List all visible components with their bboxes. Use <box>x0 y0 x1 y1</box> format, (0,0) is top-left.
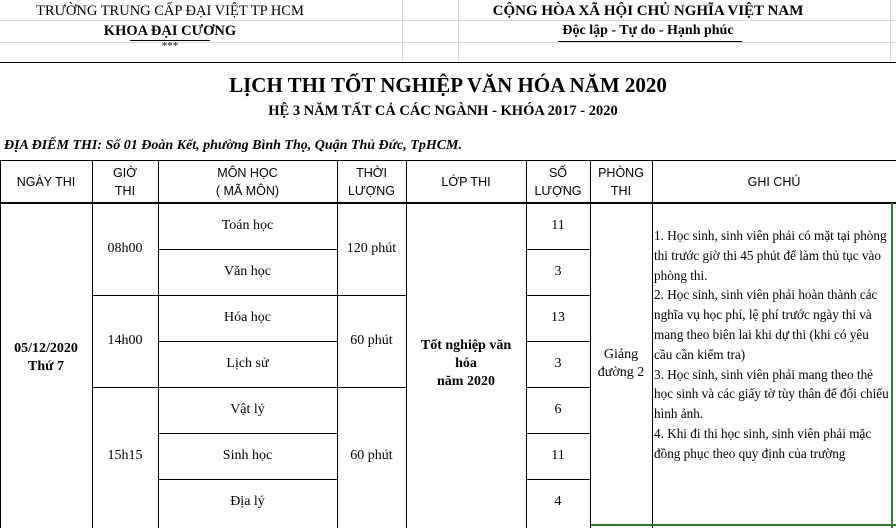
student-count: 4 <box>554 494 562 509</box>
exam-date <box>0 338 92 378</box>
student-count: 13 <box>551 310 565 325</box>
page-subtitle: HỆ 3 NĂM TẤT CẢ CÁC NGÀNH - KHÓA 2017 - 2020 <box>268 103 618 119</box>
page-title: LỊCH THI TỐT NGHIỆP VĂN HÓA NĂM 2020 <box>229 73 667 97</box>
exam-class-line1: Tốt nghiệp văn <box>420 338 512 353</box>
col-header-duration-line1: THỜI <box>356 165 387 180</box>
exam-class-line3: năm 2020 <box>437 374 495 389</box>
session-time: 08h00 <box>107 241 143 256</box>
exam-notes <box>654 226 890 464</box>
department-name: KHOA ĐẠI CƯƠNG <box>103 23 237 39</box>
col-header-count <box>526 161 590 202</box>
session-time: 15h15 <box>107 448 143 463</box>
subject-name: Vật lý <box>230 402 265 417</box>
col-header-duration-line2: LƯỢNG <box>347 183 396 198</box>
col-header-date: NGÀY THI <box>16 174 76 189</box>
col-header-time-line2: THI <box>114 183 136 198</box>
school-name: TRƯỜNG TRUNG CẤP ĐẠI VIỆT TP HCM <box>36 3 304 19</box>
motto-underline <box>558 41 742 42</box>
note-item: 3. Học sinh, sinh viên phải mang theo thẻ học sinh và các giấy tờ tùy thân để đối chiếu hình ảnh. <box>654 366 889 422</box>
exam-location: ĐỊA ĐIỂM THI: Số 01 Đoàn Kết, phường Bình Thọ, Quận Thủ Đức, TpHCM. <box>4 138 463 153</box>
col-header-class: LỚP THI <box>441 174 491 189</box>
subject-name: Văn học <box>223 264 272 279</box>
session-duration: 120 phút <box>346 241 397 256</box>
student-count: 11 <box>551 218 565 233</box>
student-count: 6 <box>554 402 562 417</box>
col-header-room-line2: THI <box>610 183 632 198</box>
col-header-time-line1: GIỜ <box>113 165 137 180</box>
subject-name: Hóa học <box>223 310 272 325</box>
title-top-border <box>0 62 896 63</box>
column-divider <box>652 160 653 528</box>
sheet-gridline <box>890 0 891 62</box>
sheet-gridline <box>402 0 403 62</box>
exam-weekday: Thứ 7 <box>27 359 65 374</box>
note-item: 1. Học sinh, sinh viên phải có mặt tại phòng thi trước giờ thi 45 phút để làm thủ tục vào phòng thi. <box>654 228 887 283</box>
col-header-subject <box>158 161 337 202</box>
col-header-notes: GHI CHÚ <box>747 174 801 189</box>
exam-date-value: 05/12/2020 <box>14 341 78 356</box>
exam-class <box>406 203 526 525</box>
student-count: 11 <box>551 448 565 463</box>
col-header-duration <box>337 161 406 202</box>
col-header-subject-line2: ( MÃ MÔN) <box>215 183 280 198</box>
subject-name: Toán học <box>221 218 274 233</box>
subject-name: Địa lý <box>230 494 265 509</box>
sheet-gridline <box>0 20 896 21</box>
student-count: 3 <box>554 264 562 279</box>
subject-name: Sinh học <box>222 448 273 463</box>
session-time: 14h00 <box>107 333 143 348</box>
student-count: 3 <box>554 356 562 371</box>
col-header-count-line2: LƯỢNG <box>534 183 582 198</box>
stars-divider: *** <box>161 40 179 52</box>
selection-border <box>891 203 893 528</box>
note-item: 4. Khi đi thi học sinh, sinh viên phải mặc đồng phục theo quy định của trường <box>654 425 872 461</box>
session-duration: 60 phút <box>350 333 393 348</box>
session-duration: 60 phút <box>350 448 393 463</box>
col-header-count-line1: SỐ <box>548 165 568 180</box>
col-header-room-line1: PHÒNG <box>598 165 644 180</box>
national-motto: Độc lập - Tự do - Hạnh phúc <box>562 23 734 38</box>
exam-room <box>590 203 652 525</box>
exam-class-line2: hóa <box>455 356 477 371</box>
col-header-room <box>590 161 652 202</box>
col-header-subject-line1: MÔN HỌC <box>217 165 278 180</box>
col-header-time <box>92 161 158 202</box>
note-item: 2. Học sinh, sinh viên phải hoàn thành các nghĩa vụ học phí, lệ phí trước ngày thi và mang theo biên lai khi dự thi (khi có yêu cầu cần kiểm tra) <box>654 287 878 362</box>
exam-room-line1: Giảng <box>603 347 639 362</box>
subject-name: Lịch sử <box>226 356 269 371</box>
country-name: CỘNG HÒA XÃ HỘI CHỦ NGHĨA VIỆT NAM <box>492 3 804 19</box>
exam-room-line2: đường 2 <box>597 365 645 380</box>
